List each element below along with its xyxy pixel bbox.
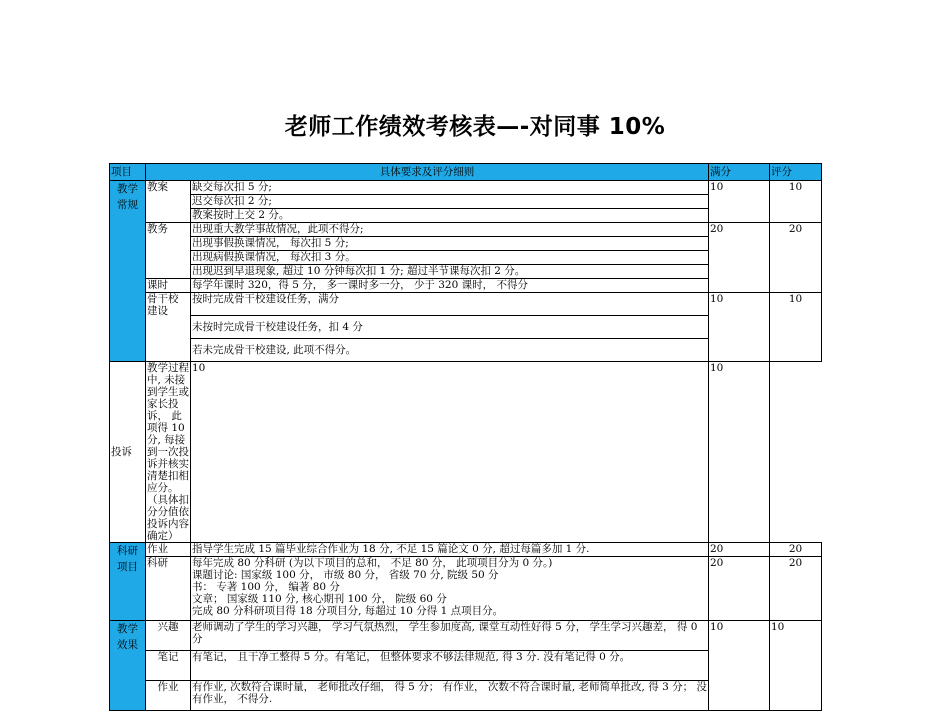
row-label-keshi: 课时: [146, 279, 191, 293]
page-title: 老师工作绩效考核表—-对同事 10%: [284, 114, 666, 140]
score-value: 20: [770, 543, 822, 557]
detail-text: 教学过程中, 未接到学生或家长投诉， 此项得 10 分, 每接到一次投诉并核实清楚扣相应分。（具体扣分分值依投诉内容确定）: [147, 362, 189, 542]
detail-text: 有笔记， 且干净工整得 5 分。有笔记， 但整体要求不够法律规范, 得 3 分. 没有笔记得 0 分。: [191, 651, 709, 681]
full-score: 20: [709, 557, 770, 621]
detail-line: 出现迟到早退现象, 超过 10 分钟每次扣 1 分; 超过半节课每次扣 2 分。: [191, 265, 709, 279]
detail-line: 缺交每次扣 5 分;: [191, 181, 709, 195]
detail-line: 迟交每次扣 2 分;: [191, 195, 709, 209]
row-label-gugan: 骨干校 建设: [146, 293, 191, 362]
header-item: 项目: [110, 164, 146, 181]
score-value: 10: [770, 181, 822, 223]
detail-line: 课题讨论: 国家级 100 分， 市级 80 分， 省级 70 分, 院级 50 分: [192, 569, 499, 581]
detail-line: 书： 专著 100 分， 编著 80 分: [192, 581, 340, 593]
full-score: 10: [709, 621, 770, 711]
row-label-keyan: 科研: [146, 557, 191, 621]
detail-line: 出现事假换课情况， 每次扣 5 分;: [191, 237, 709, 251]
detail-lines: [191, 557, 709, 621]
score-value: 10: [770, 621, 822, 711]
detail-line: 若未完成骨干校建设, 此项不得分。: [191, 339, 709, 362]
detail-line: 出现病假换课情况， 每次扣 3 分。: [191, 251, 709, 265]
table-row: [110, 181, 822, 195]
detail-line: 出现重大教学事故情况，此项不得分;: [191, 223, 709, 237]
row-label-biji: 笔记: [146, 651, 191, 681]
full-score: 10: [191, 362, 709, 543]
full-score: 20: [709, 223, 770, 293]
score-value: 10: [709, 362, 770, 543]
score-value: 20: [770, 223, 822, 293]
detail-text: 有作业, 次数符合课时量， 老师批改仔细， 得 5 分； 有作业， 次数不符合课时量, 老师简单批改, 得 3 分； 没有作业， 不得分.: [191, 681, 709, 711]
table-row: [110, 223, 822, 237]
score-value: 10: [770, 293, 822, 362]
detail-text: 指导学生完成 15 篇毕业综合作业为 18 分, 不足 15 篇论文 0 分, 超过每篇多加 1 分.: [191, 543, 709, 557]
table-row: [110, 362, 822, 543]
row-label-jiaoan: 教案: [146, 181, 191, 223]
table-row: [110, 557, 822, 621]
detail-line: 每学年课时 320，得 5 分， 多一课时多一分， 少于 320 课时， 不得分: [191, 279, 709, 293]
row-label-zuoye1: 作业: [146, 543, 191, 557]
score-value: 20: [770, 557, 822, 621]
group-teaching: 教学 常规: [110, 181, 146, 362]
detail-line: 完成 80 分科研项目得 18 分项目分, 每超过 10 分得 1 点项目分。: [192, 605, 504, 617]
group-research: 科研 项目: [110, 543, 146, 621]
detail-line: 按时完成骨干校建设任务，满分: [191, 293, 709, 316]
assessment-table: [109, 163, 822, 711]
detail-text: 老师调动了学生的学习兴趣， 学习气氛热烈， 学生参加度高, 课堂互动性好得 5 分， 学生学习兴趣差， 得 0 分: [191, 621, 709, 651]
header-row: [110, 164, 822, 181]
detail-line: 每年完成 80 分科研 (为以下项目的总和， 不足 80 分， 此项项目分为 0 分。): [192, 557, 553, 569]
detail-line: 文章； 国家级 110 分, 核心期刊 100 分， 院级 60 分: [192, 593, 447, 605]
table-row: [110, 293, 822, 316]
row-label-zuoye2: 作业: [146, 681, 191, 711]
detail-line: 未按时完成骨干校建设任务，扣 4 分: [191, 316, 709, 339]
header-full: 满分: [709, 164, 770, 181]
row-label-tousu: 投诉: [110, 362, 146, 543]
row-label-xingqu: 兴趣: [146, 621, 191, 651]
table-row: [110, 621, 822, 651]
header-score: 评分: [770, 164, 822, 181]
table-row: [110, 543, 822, 557]
row-label-jiaowu: 教务: [146, 223, 191, 279]
full-score: 20: [709, 543, 770, 557]
full-score: 10: [709, 181, 770, 223]
group-effect: 教学 效果: [110, 621, 146, 711]
full-score: 10: [709, 293, 770, 362]
detail-line: 教案按时上交 2 分。: [191, 209, 709, 223]
header-detail: 具体要求及评分细则: [146, 164, 709, 181]
